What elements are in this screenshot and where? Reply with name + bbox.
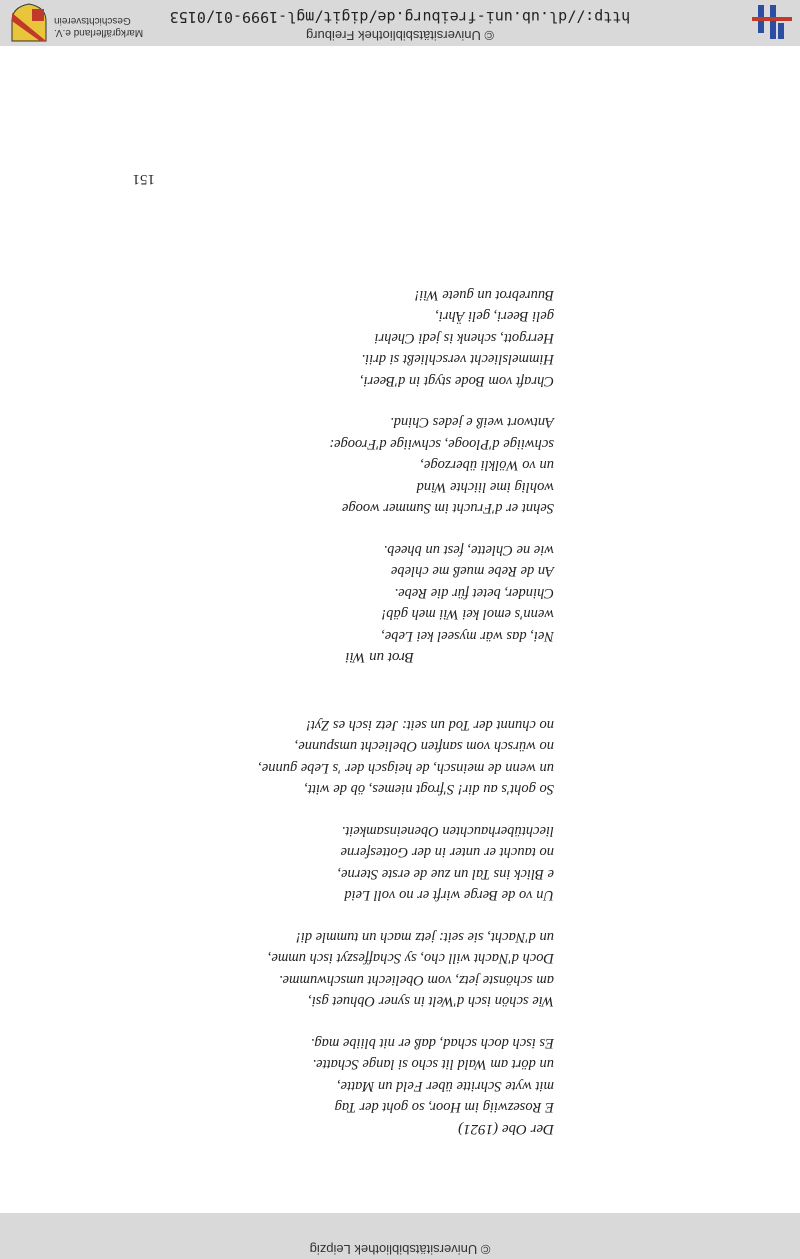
verse-line: Un vo de Berge wirft er no voll Leid xyxy=(344,887,554,904)
poem-title: Der Obe (1921) xyxy=(458,1121,554,1137)
verse-line: wenn's emol kei Wii meh gäb! xyxy=(381,606,554,623)
poem-title: Brot un Wii xyxy=(345,649,414,666)
leipzig-strip xyxy=(0,1213,800,1259)
verse-line: wohlig ime liichte Wind xyxy=(416,479,554,495)
verse-line: Sehnt er d'Frucht im Summer wooge xyxy=(341,500,554,517)
verse-line: liechtüberhauchten Obeneinsamkeit. xyxy=(341,823,554,839)
page-number: 151 xyxy=(132,171,155,187)
verse-line: un wenn de meinsch, de heigsch der 's Lebe gunne, xyxy=(258,760,554,776)
verse-line: no würsch vom sanften Obeliecht umspunne, xyxy=(294,738,554,755)
verse-line: An de Rebe mueß me chlebe xyxy=(390,563,554,580)
verse-line: un d'Nacht, sie seit: jetz mach un tummle di! xyxy=(295,929,554,945)
stanza xyxy=(84,411,554,519)
stanza xyxy=(84,539,554,647)
verse-line: So goht's au dir! S'frogt niemes, öb de witt, xyxy=(304,781,554,798)
verse-line: wie ne Chlette, fest un bheeb. xyxy=(383,542,554,558)
crest-logo-icon xyxy=(10,3,48,43)
footer-bar xyxy=(0,0,800,46)
society-line: Geschichtsverein xyxy=(54,15,131,26)
verse-line: Antwort weiß e jedes Chind. xyxy=(390,414,554,431)
verse-line: Chraft vom Bode stygt in d'Beeri, xyxy=(360,373,554,389)
permalink-url[interactable]: http://dl.ub.uni-freiburg.de/digit/mgl-1999-01/0153 xyxy=(169,8,631,26)
verse-line: un dört am Wald lit scho si lange Schatte. xyxy=(312,1056,554,1073)
library-credit: © Universitätsbibliothek Freiburg xyxy=(305,28,495,43)
verse-line: e Blick ins Tal un zue de erste Sterne, xyxy=(337,866,554,882)
page-content xyxy=(84,264,554,1140)
verse-line: un vo Wölkli überzoge, xyxy=(420,457,554,474)
verse-line: Nei, das wär myseel kei Lebe, xyxy=(381,628,554,644)
verse-line: am schönste jetz, vom Obeliecht umschwumme. xyxy=(278,972,554,988)
leipzig-credit: © Universitätsbibliothek Leipzig xyxy=(309,1242,491,1257)
verse-line: Wie schön isch d'Welt in syner Obhuet gsi, xyxy=(308,993,554,1010)
stanza xyxy=(84,1032,554,1118)
stanza xyxy=(84,926,554,1012)
verse-line: schwiige d'Plooge, schwiige d'Frooge: xyxy=(329,436,554,452)
verse-line: geli Beeri, geli Ähri, xyxy=(435,308,554,325)
stanza xyxy=(84,284,554,392)
verse-line: Chinder, betet für die Rebe. xyxy=(394,585,554,601)
stanza xyxy=(84,820,554,906)
society-line: Markgräflerland e.V. xyxy=(54,27,144,38)
verse-line: Himmelsliecht verschließt si drii. xyxy=(361,351,554,368)
society-text xyxy=(54,14,144,38)
verse-line: no chunnt der Tod un seit: Jetz isch es Zyt! xyxy=(306,717,554,733)
verse-line: no taucht er unter in der Gottesferne xyxy=(340,844,554,861)
verse-line: Herrgott, schenk is jedi Chehri xyxy=(374,330,554,346)
stanza xyxy=(84,714,554,800)
verse-line: Buurebrot un guete Wii! xyxy=(414,287,554,303)
verse-line: mit wyte Schritte über Feld un Matte, xyxy=(336,1078,554,1094)
verse-line: Es isch doch schad, daß er nit bliibe mag. xyxy=(310,1035,554,1051)
library-logo-icon xyxy=(750,3,794,43)
verse-line: E Rosezwiig im Hoor, so goht der Tag xyxy=(334,1099,554,1116)
verse-line: Doch d'Nacht will cho, sy Schaffeszyt isch umme, xyxy=(267,950,554,967)
